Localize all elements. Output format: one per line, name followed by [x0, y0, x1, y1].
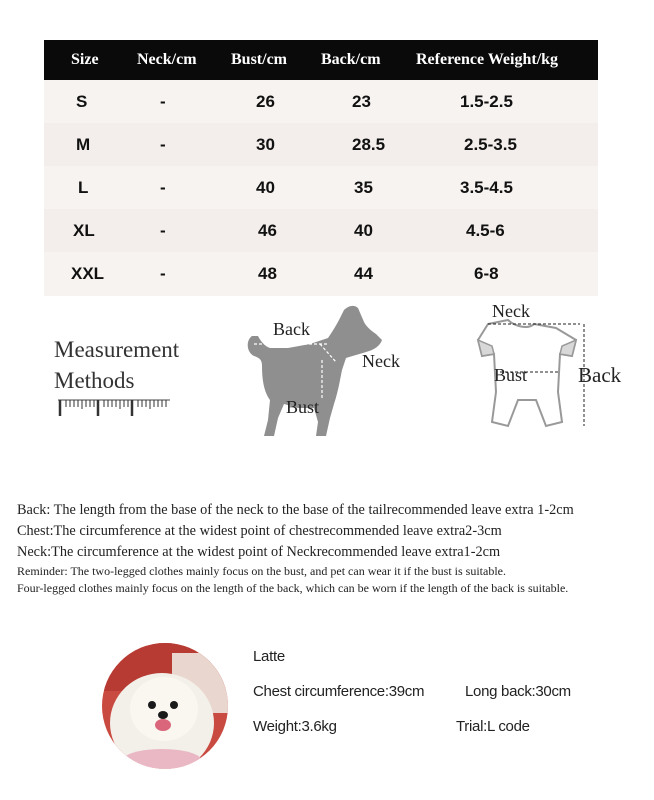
cell-weight: 6-8 [474, 264, 499, 283]
note-back: Back: The length from the base of the neck to the base of the tailrecommended leave extra 1-2cm [17, 502, 574, 518]
measurement-notes [17, 500, 647, 597]
cell-neck: - [160, 221, 166, 240]
cell-neck: - [160, 178, 166, 197]
header-size: Size [71, 51, 99, 68]
dog-label-back: Back [273, 319, 310, 339]
cell-back: 23 [352, 92, 371, 111]
header-bust: Bust/cm [231, 51, 287, 68]
cell-bust: 40 [256, 178, 275, 197]
cell-weight: 4.5-6 [466, 221, 505, 240]
table-row [44, 123, 598, 166]
shirt-measurement-figure [448, 300, 628, 445]
cell-back: 40 [354, 221, 373, 240]
cell-bust: 46 [258, 221, 277, 240]
cell-size: L [78, 178, 89, 197]
size-table [44, 40, 598, 296]
dog-label-neck: Neck [362, 351, 400, 371]
measurement-title-line2: Methods [54, 368, 135, 393]
header-neck: Neck/cm [137, 51, 197, 68]
ruler-icon [58, 394, 170, 418]
example-long-back: Long back:30cm [465, 683, 571, 700]
note-chest: Chest:The circumference at the widest point of chestrecommended leave extra2-3cm [17, 523, 502, 539]
note-neck: Neck:The circumference at the widest point of Neckrecommended leave extra1-2cm [17, 544, 501, 560]
example-dog-photo [102, 643, 228, 769]
shirt-label-bust: Bust [494, 365, 528, 385]
header-back: Back/cm [321, 51, 381, 68]
cell-back: 35 [354, 178, 373, 197]
cell-neck: - [160, 92, 166, 111]
cell-size: M [76, 135, 91, 154]
cell-neck: - [160, 264, 166, 283]
measurement-title-line1: Measurement [54, 337, 180, 362]
cell-back: 44 [354, 264, 373, 283]
example-weight: Weight:3.6kg [253, 718, 337, 735]
example-name: Latte [253, 648, 285, 665]
pomeranian-photo [102, 643, 228, 769]
cell-size: S [76, 92, 88, 111]
cell-bust: 30 [256, 135, 275, 154]
size-table-body [44, 80, 598, 296]
cell-bust: 48 [258, 264, 277, 283]
cell-bust: 26 [256, 92, 275, 111]
dog-label-bust: Bust [286, 397, 320, 417]
table-row [44, 80, 598, 123]
header-weight: Reference Weight/kg [416, 51, 559, 68]
table-row [44, 252, 598, 295]
table-row [44, 166, 598, 209]
cell-back: 28.5 [352, 135, 386, 154]
cell-neck: - [160, 135, 166, 154]
note-four-legged: Four-legged clothes mainly focus on the length of the back, which can be worn if the length of the back is suitable. [17, 581, 569, 595]
shirt-label-neck: Neck [492, 301, 530, 321]
cell-weight: 1.5-2.5 [460, 92, 513, 111]
cell-weight: 2.5-3.5 [464, 135, 517, 154]
cell-size: XL [73, 221, 95, 240]
size-table-header [44, 40, 598, 80]
dog-measurement-figure [240, 300, 420, 445]
table-row [44, 209, 598, 252]
cell-size: XXL [71, 264, 105, 283]
example-trial: Trial:L code [456, 718, 530, 735]
note-reminder: Reminder: The two-legged clothes mainly focus on the bust, and pet can wear it if the bust is suitable. [17, 564, 506, 578]
dog-silhouette-icon [240, 300, 420, 445]
example-chest: Chest circumference:39cm [253, 683, 425, 700]
measurement-methods-title [54, 334, 179, 396]
shirt-label-back: Back [578, 363, 622, 387]
cell-weight: 3.5-4.5 [460, 178, 513, 197]
